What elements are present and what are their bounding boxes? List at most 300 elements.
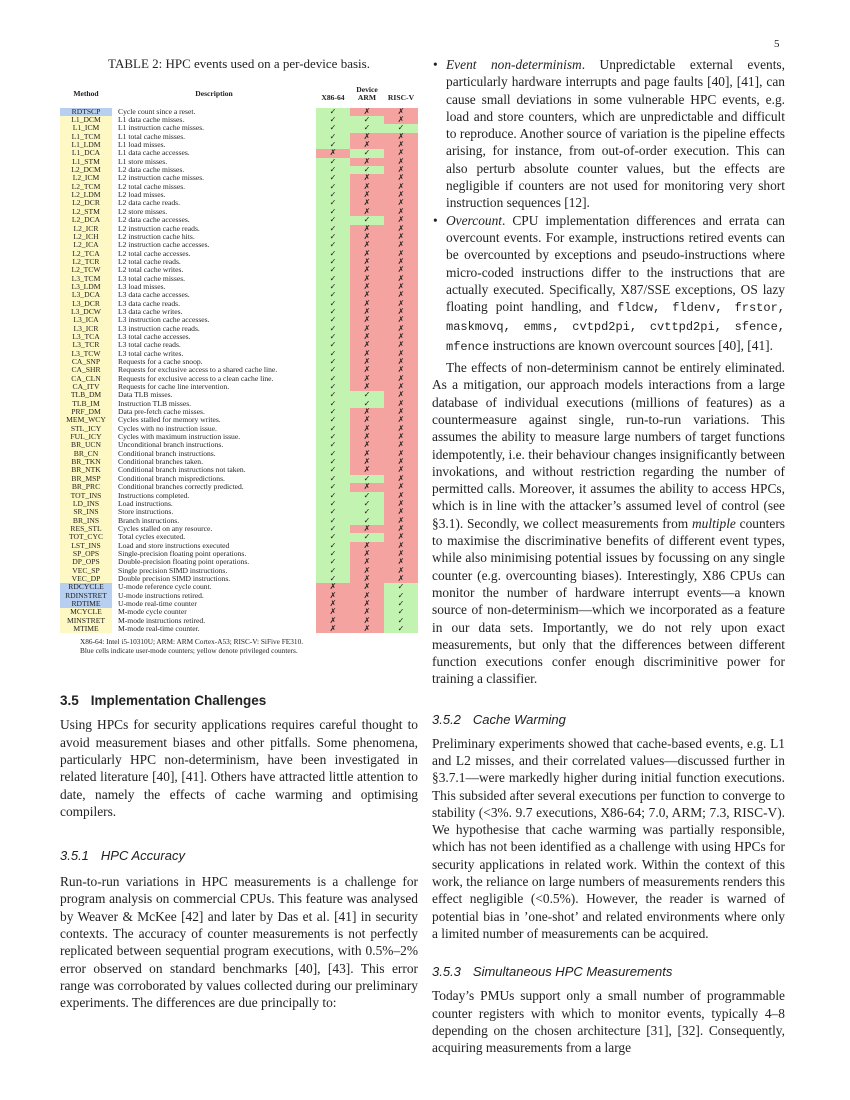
method-cell: MEM_WCY <box>60 416 112 424</box>
method-cell: SR_INS <box>60 508 112 516</box>
subsection-number: 3.5.1 <box>60 848 89 864</box>
header-method: Method <box>73 89 99 99</box>
support-x86-cell: ✓ <box>316 358 350 366</box>
support-x86-cell: ✓ <box>316 517 350 525</box>
support-x86-cell: ✓ <box>316 425 350 433</box>
support-riscv-cell: ✗ <box>384 458 418 466</box>
support-x86-cell: ✓ <box>316 550 350 558</box>
support-x86-cell: ✓ <box>316 433 350 441</box>
support-arm-cell: ✗ <box>350 300 384 308</box>
description-cell: L2 instruction cache reads. <box>118 223 200 233</box>
description-cell: Cycles with maximum instruction issue. <box>118 432 241 442</box>
support-arm-cell: ✗ <box>350 333 384 341</box>
method-cell: L3_DCR <box>60 300 112 308</box>
support-arm-cell: ✗ <box>350 416 384 424</box>
support-x86-cell: ✓ <box>316 391 350 399</box>
description-cell: L3 instruction cache accesses. <box>118 315 210 325</box>
support-x86-cell: ✓ <box>316 241 350 249</box>
support-arm-cell: ✗ <box>350 283 384 291</box>
support-x86-cell: ✓ <box>316 183 350 191</box>
support-x86-cell: ✗ <box>316 617 350 625</box>
support-riscv-cell: ✗ <box>384 149 418 157</box>
description-cell: Conditional branches taken. <box>118 457 203 467</box>
description-cell: L2 instruction cache hits. <box>118 231 195 241</box>
description-cell: L3 data cache writes. <box>118 306 183 316</box>
support-riscv-cell: ✗ <box>384 416 418 424</box>
description-cell: L2 total cache writes. <box>118 265 184 275</box>
support-x86-cell: ✓ <box>316 158 350 166</box>
support-riscv-cell: ✗ <box>384 116 418 124</box>
method-cell: BR_UCN <box>60 441 112 449</box>
support-riscv-cell: ✗ <box>384 558 418 566</box>
support-arm-cell: ✗ <box>350 108 384 116</box>
support-arm-cell: ✗ <box>350 600 384 608</box>
method-cell: L3_TCW <box>60 350 112 358</box>
description-cell: L3 instruction cache reads. <box>118 323 200 333</box>
support-arm-cell: ✗ <box>350 592 384 600</box>
support-x86-cell: ✓ <box>316 266 350 274</box>
method-cell: SP_OPS <box>60 550 112 558</box>
table-caption: TABLE 2: HPC events used on a per-device basis. <box>108 56 370 71</box>
support-x86-cell: ✓ <box>316 108 350 116</box>
support-riscv-cell: ✗ <box>384 425 418 433</box>
support-arm-cell: ✓ <box>350 400 384 408</box>
support-riscv-cell: ✗ <box>384 466 418 474</box>
support-arm-cell: ✓ <box>350 216 384 224</box>
support-x86-cell: ✓ <box>316 400 350 408</box>
support-riscv-cell: ✗ <box>384 275 418 283</box>
support-riscv-cell: ✗ <box>384 358 418 366</box>
support-arm-cell: ✗ <box>350 316 384 324</box>
support-arm-cell: ✗ <box>350 341 384 349</box>
support-arm-cell: ✗ <box>350 625 384 633</box>
support-riscv-cell: ✗ <box>384 433 418 441</box>
support-arm-cell: ✓ <box>350 391 384 399</box>
support-riscv-cell: ✗ <box>384 525 418 533</box>
support-arm-cell: ✓ <box>350 508 384 516</box>
support-x86-cell: ✓ <box>316 291 350 299</box>
support-arm-cell: ✗ <box>350 450 384 458</box>
method-cell: RDINSTRET <box>60 592 112 600</box>
header-description: Description <box>195 89 233 99</box>
support-riscv-cell: ✓ <box>384 583 418 591</box>
bullet-text: . CPU implementation differences and errata can overcount events. For example, instructions retired events can be overcounted by exceptions and pseudo-instructions where micro-coded instructions differ to the instructions that are actually executed. Specifically, X87/SSE exceptions, OS lazy floating point handling, and <box>446 212 785 315</box>
description-cell: L3 data cache accesses. <box>118 290 190 300</box>
support-arm-cell: ✗ <box>350 174 384 182</box>
support-arm-cell: ✗ <box>350 617 384 625</box>
hpc-events-table <box>60 84 418 633</box>
support-x86-cell: ✓ <box>316 166 350 174</box>
method-cell: BR_CN <box>60 450 112 458</box>
bullet-list <box>432 56 785 356</box>
method-cell: TOT_INS <box>60 492 112 500</box>
header-arm: ARM <box>357 93 377 103</box>
table-footnote-colors: Blue cells indicate user-mode counters; yellow denote privileged counters. <box>80 646 298 656</box>
support-x86-cell: ✗ <box>316 625 350 633</box>
support-riscv-cell: ✗ <box>384 216 418 224</box>
support-riscv-cell: ✗ <box>384 141 418 149</box>
method-cell: TOT_CYC <box>60 533 112 541</box>
support-arm-cell: ✗ <box>350 241 384 249</box>
description-cell: L3 total cache reads. <box>118 340 181 350</box>
support-x86-cell: ✓ <box>316 316 350 324</box>
bullet-text: instructions are known overcount sources [40], [41]. <box>489 337 773 353</box>
method-cell: BR_NTK <box>60 466 112 474</box>
support-arm-cell: ✗ <box>350 483 384 491</box>
support-riscv-cell: ✗ <box>384 191 418 199</box>
method-cell: L2_DCM <box>60 166 112 174</box>
paragraph: Today’s PMUs support only a small number of programmable counter registers with which to monitor events, typically 4–8 depending on the chosen architecture [31], [32]. Consequently, acquiring measurements from a large <box>432 988 785 1056</box>
support-x86-cell: ✓ <box>316 258 350 266</box>
support-arm-cell: ✓ <box>350 500 384 508</box>
left-column <box>60 56 418 1012</box>
description-cell: L2 data cache misses. <box>118 165 185 175</box>
support-x86-cell: ✓ <box>316 174 350 182</box>
description-cell: Unconditional branch instructions. <box>118 440 224 450</box>
support-arm-cell: ✗ <box>350 308 384 316</box>
support-x86-cell: ✓ <box>316 366 350 374</box>
description-cell: Cycles stalled for memory writes. <box>118 415 221 425</box>
support-x86-cell: ✓ <box>316 416 350 424</box>
method-cell: MCYCLE <box>60 608 112 616</box>
support-x86-cell: ✓ <box>316 475 350 483</box>
description-cell: L2 total cache accesses. <box>118 248 191 258</box>
support-riscv-cell: ✓ <box>384 600 418 608</box>
support-x86-cell: ✓ <box>316 225 350 233</box>
support-riscv-cell: ✗ <box>384 567 418 575</box>
description-cell: Branch instructions. <box>118 515 180 525</box>
method-cell: L1_DCM <box>60 116 112 124</box>
support-riscv-cell: ✗ <box>384 291 418 299</box>
support-riscv-cell: ✗ <box>384 233 418 241</box>
support-x86-cell: ✓ <box>316 508 350 516</box>
support-x86-cell: ✓ <box>316 375 350 383</box>
support-riscv-cell: ✗ <box>384 366 418 374</box>
support-x86-cell: ✓ <box>316 325 350 333</box>
support-riscv-cell: ✓ <box>384 625 418 633</box>
support-arm-cell: ✗ <box>350 158 384 166</box>
support-riscv-cell: ✗ <box>384 250 418 258</box>
support-riscv-cell: ✗ <box>384 508 418 516</box>
support-arm-cell: ✗ <box>350 466 384 474</box>
support-x86-cell: ✓ <box>316 567 350 575</box>
method-cell: L1_STM <box>60 158 112 166</box>
support-x86-cell: ✓ <box>316 542 350 550</box>
support-x86-cell: ✗ <box>316 149 350 157</box>
section-title: Implementation Challenges <box>90 693 267 709</box>
method-cell: L2_ICA <box>60 241 112 249</box>
support-x86-cell: ✓ <box>316 408 350 416</box>
support-riscv-cell: ✗ <box>384 300 418 308</box>
support-arm-cell: ✗ <box>350 366 384 374</box>
support-x86-cell: ✓ <box>316 575 350 583</box>
header-riscv: RISC-V <box>387 93 415 103</box>
description-cell: Cycles with no instruction issue. <box>118 423 217 433</box>
support-riscv-cell: ✗ <box>384 350 418 358</box>
description-cell: M-mode real-time counter. <box>118 624 200 633</box>
support-arm-cell: ✗ <box>350 383 384 391</box>
support-arm-cell: ✗ <box>350 250 384 258</box>
support-riscv-cell: ✗ <box>384 450 418 458</box>
support-arm-cell: ✗ <box>350 225 384 233</box>
support-riscv-cell: ✗ <box>384 166 418 174</box>
support-arm-cell: ✗ <box>350 375 384 383</box>
header-device: Device <box>356 85 378 94</box>
method-cell: L1_DCA <box>60 149 112 157</box>
description-cell: Requests for a cache snoop. <box>118 357 203 366</box>
support-riscv-cell: ✗ <box>384 400 418 408</box>
description-cell: Requests for cache line intervention. <box>118 382 230 392</box>
section-heading-3-5 <box>60 693 418 708</box>
support-riscv-cell: ✗ <box>384 316 418 324</box>
support-riscv-cell: ✗ <box>384 492 418 500</box>
table-footnote-devices: X86-64: Intel i5-10310U; ARM: ARM Cortex-A53; RISC-V: SiFive FE310. <box>80 637 304 647</box>
support-riscv-cell: ✓ <box>384 592 418 600</box>
support-x86-cell: ✓ <box>316 250 350 258</box>
method-cell: CA_CLN <box>60 375 112 383</box>
description-cell: Total cycles executed. <box>118 532 186 542</box>
description-cell: L2 data cache reads. <box>118 198 180 208</box>
table-row <box>60 625 418 633</box>
method-cell: FUL_ICY <box>60 433 112 441</box>
support-arm-cell: ✗ <box>350 208 384 216</box>
support-x86-cell: ✗ <box>316 600 350 608</box>
description-cell: M-mode instructions retired. <box>118 615 206 625</box>
method-cell: L3_LDM <box>60 283 112 291</box>
method-cell: L2_TCW <box>60 266 112 274</box>
support-riscv-cell: ✗ <box>384 208 418 216</box>
description-cell: Store instructions. <box>118 507 174 517</box>
method-cell: TLB_DM <box>60 391 112 399</box>
support-x86-cell: ✓ <box>316 525 350 533</box>
support-x86-cell: ✓ <box>316 308 350 316</box>
support-arm-cell: ✗ <box>350 258 384 266</box>
support-x86-cell: ✓ <box>316 233 350 241</box>
support-riscv-cell: ✗ <box>384 133 418 141</box>
support-x86-cell: ✓ <box>316 441 350 449</box>
support-riscv-cell: ✗ <box>384 325 418 333</box>
bullet-title: Event non-determinism <box>446 57 582 72</box>
support-x86-cell: ✗ <box>316 608 350 616</box>
method-cell: RDTIME <box>60 600 112 608</box>
description-cell: L2 instruction cache misses. <box>118 173 205 183</box>
support-riscv-cell: ✗ <box>384 383 418 391</box>
description-cell: Data pre-fetch cache misses. <box>118 407 205 417</box>
support-arm-cell: ✓ <box>350 124 384 132</box>
description-cell: Requests for exclusive access to a clean cache line. <box>118 373 274 383</box>
support-riscv-cell: ✗ <box>384 283 418 291</box>
support-riscv-cell: ✗ <box>384 333 418 341</box>
support-riscv-cell: ✗ <box>384 375 418 383</box>
support-x86-cell: ✓ <box>316 483 350 491</box>
support-riscv-cell: ✗ <box>384 266 418 274</box>
description-cell: Instruction TLB misses. <box>118 398 192 408</box>
list-item <box>432 212 785 356</box>
support-arm-cell: ✗ <box>350 199 384 207</box>
method-cell: STL_ICY <box>60 425 112 433</box>
support-riscv-cell: ✓ <box>384 124 418 132</box>
method-cell: L2_ICM <box>60 174 112 182</box>
support-riscv-cell: ✗ <box>384 575 418 583</box>
support-arm-cell: ✓ <box>350 517 384 525</box>
support-riscv-cell: ✗ <box>384 258 418 266</box>
support-arm-cell: ✓ <box>350 533 384 541</box>
method-cell: L2_ICH <box>60 233 112 241</box>
method-cell: TLB_IM <box>60 400 112 408</box>
bullet-text: . Unpredictable external events, particularly hardware interrupts and page faults [40], [41], can cause small deviations in some vulnerable HPC events, e.g. load and store counters, which are unpredictable and difficult to reproduce. Another source of variation is the pipeline effects arising, for instance, from out-of-order execution. This can also perturb absolute counter values, but the effects are negligible if counters are not used for monitoring very short instruction sequences [12]. <box>446 57 785 211</box>
method-cell: RDTSCP <box>60 108 112 116</box>
method-cell: L2_LDM <box>60 191 112 199</box>
subsection-title: Simultaneous HPC Measurements <box>472 964 673 980</box>
description-cell: L3 data cache reads. <box>118 298 180 308</box>
description-cell: Instructions completed. <box>118 490 190 500</box>
method-cell: L1_ICM <box>60 124 112 132</box>
support-arm-cell: ✗ <box>350 433 384 441</box>
support-x86-cell: ✓ <box>316 300 350 308</box>
method-cell: BR_TKN <box>60 458 112 466</box>
header-x86: X86-64 <box>321 93 345 103</box>
method-cell: CA_ITV <box>60 383 112 391</box>
method-cell: L3_TCA <box>60 333 112 341</box>
support-riscv-cell: ✗ <box>384 341 418 349</box>
support-x86-cell: ✗ <box>316 592 350 600</box>
support-x86-cell: ✓ <box>316 124 350 132</box>
support-arm-cell: ✗ <box>350 275 384 283</box>
support-riscv-cell: ✗ <box>384 241 418 249</box>
description-cell: U-mode instructions retired. <box>118 590 204 600</box>
description-cell: L1 data cache accesses. <box>118 148 190 158</box>
support-x86-cell: ✓ <box>316 208 350 216</box>
description-cell: Requests for exclusive access to a shared cache line. <box>118 365 278 375</box>
support-arm-cell: ✓ <box>350 475 384 483</box>
support-arm-cell: ✗ <box>350 191 384 199</box>
support-arm-cell: ✗ <box>350 358 384 366</box>
method-cell: LST_INS <box>60 542 112 550</box>
support-riscv-cell: ✗ <box>384 183 418 191</box>
support-riscv-cell: ✗ <box>384 517 418 525</box>
support-riscv-cell: ✗ <box>384 108 418 116</box>
description-cell: Cycles stalled on any resource. <box>118 523 213 533</box>
support-riscv-cell: ✓ <box>384 617 418 625</box>
method-cell: VEC_SP <box>60 567 112 575</box>
description-cell: L1 data cache misses. <box>118 115 185 125</box>
method-cell: L2_DCA <box>60 216 112 224</box>
support-x86-cell: ✓ <box>316 275 350 283</box>
method-cell: L2_STM <box>60 208 112 216</box>
method-cell: L2_TCA <box>60 250 112 258</box>
support-x86-cell: ✓ <box>316 283 350 291</box>
method-cell: BR_PRC <box>60 483 112 491</box>
support-riscv-cell: ✗ <box>384 225 418 233</box>
description-cell: L1 instruction cache misses. <box>118 123 205 133</box>
description-cell: U-mode real-time counter <box>118 598 197 608</box>
support-arm-cell: ✓ <box>350 492 384 500</box>
description-cell: L1 total cache misses. <box>118 131 186 141</box>
support-x86-cell: ✓ <box>316 492 350 500</box>
description-cell: Load instructions. <box>118 498 173 508</box>
description-cell: Conditional branch mispredictions. <box>118 473 225 483</box>
description-cell: Single precision SIMD instructions. <box>118 565 228 575</box>
support-riscv-cell: ✗ <box>384 542 418 550</box>
support-x86-cell: ✓ <box>316 466 350 474</box>
description-cell: L2 store misses. <box>118 206 168 216</box>
method-cell: L3_TCR <box>60 341 112 349</box>
support-x86-cell: ✓ <box>316 350 350 358</box>
paragraph: Run-to-run variations in HPC measurements is a challenge for program analysis on commercial CPUs. This feature was analysed by Weaver & McKee [42] and later by Das et al. [41] in security contexts. The accuracy of counter measurements is not perfectly replicated between sequential program executions, with 0.5%–2% error observed on standard benchmarks [40], [43]. This error range was corroborated by values collected during our preliminary experiments. The differences are due principally to: <box>60 874 418 1011</box>
method-cell: CA_SHR <box>60 366 112 374</box>
description-cell: Double-precision floating point operations. <box>118 557 250 567</box>
support-arm-cell: ✗ <box>350 425 384 433</box>
description-cell: L2 total cache reads. <box>118 256 181 266</box>
support-x86-cell: ✓ <box>316 383 350 391</box>
support-x86-cell: ✓ <box>316 133 350 141</box>
description-cell: L2 load misses. <box>118 190 166 200</box>
method-cell: CA_SNP <box>60 358 112 366</box>
description-cell: Load and store instructions executed <box>118 540 230 550</box>
method-cell: LD_INS <box>60 500 112 508</box>
support-x86-cell: ✓ <box>316 558 350 566</box>
subsection-heading-3-5-2 <box>432 712 785 727</box>
subsection-number: 3.5.2 <box>432 711 461 727</box>
method-cell: L3_ICR <box>60 325 112 333</box>
method-cell: PRF_DM <box>60 408 112 416</box>
support-arm-cell: ✗ <box>350 567 384 575</box>
support-riscv-cell: ✗ <box>384 500 418 508</box>
method-cell: L3_ICA <box>60 316 112 324</box>
subsection-title: Cache Warming <box>472 711 566 727</box>
description-cell: Conditional branch instructions. <box>118 448 216 458</box>
description-cell: Cycle count since a reset. <box>118 106 196 116</box>
method-cell: L3_DCA <box>60 291 112 299</box>
description-cell: L3 total cache writes. <box>118 348 184 358</box>
description-cell: L1 load misses. <box>118 140 166 150</box>
support-arm-cell: ✗ <box>350 525 384 533</box>
support-riscv-cell: ✗ <box>384 174 418 182</box>
method-cell: DP_OPS <box>60 558 112 566</box>
description-cell: Double precision SIMD instructions. <box>118 573 231 583</box>
support-x86-cell: ✓ <box>316 500 350 508</box>
method-cell: L1_LDM <box>60 141 112 149</box>
paragraph: The effects of non-determinism cannot be entirely eliminated. As a mitigation, our approach models interactions from a large database of individual executions (millions of features) as a countermeasure against single, run-to-run variations. This assumes the ability to measure large numbers of target functions idempotently, i.e. their behaviour changes insignificantly between invokations, and without restriction regarding the number of permitted calls. Moreover, it assumes the ability to access HPCs, which is in line with the attacker’s assumed level of control (see §3.1). Secondly, we collect measurements from multiple counters to maximise the discriminative benefits of different event types, while also minimising potential issues by focussing on any single counter (e.g. overcounting biases). Interestingly, X86 CPUs can monitor the number of hardware interrupt events—a known source of non-determinism—which we incorporated as a feature in our data sets. Importantly, we do not rely upon exact measurements, but only that the differences between different function executions confer enough discriminitive power for training a classifier. <box>432 360 785 687</box>
description-cell: Conditional branches correctly predicted. <box>118 482 244 492</box>
description-cell: L2 total cache misses. <box>118 181 186 191</box>
description-cell: M-mode cycle counter <box>118 607 187 617</box>
support-riscv-cell: ✗ <box>384 550 418 558</box>
support-x86-cell: ✓ <box>316 216 350 224</box>
support-x86-cell: ✓ <box>316 199 350 207</box>
support-arm-cell: ✓ <box>350 116 384 124</box>
support-arm-cell: ✓ <box>350 166 384 174</box>
paragraph: Preliminary experiments showed that cache-based events, e.g. L1 and L2 misses, and their correlated values—discussed further in §3.7.1—were markedly higher during initial function executions. This subsided after several executions per function to converge to stability (<3%. 9.7 executions, X86-64; 7.0, ARM; 7.3, RISC-V). We hypothesise that cache warming was partially responsible, which has not been identified as a challenge with using HPCs for security applications in related work. Within the context of this work, the reliance on large numbers of measurements renders this effect negligible (<0.5%). However, the reader is warned of potential bias in ’one-shot’ and related environments where only a limited number of measurements can be acquired. <box>432 735 785 941</box>
subsection-title: HPC Accuracy <box>100 848 185 864</box>
support-arm-cell: ✗ <box>350 350 384 358</box>
support-arm-cell: ✗ <box>350 441 384 449</box>
support-arm-cell: ✓ <box>350 149 384 157</box>
support-x86-cell: ✓ <box>316 333 350 341</box>
support-x86-cell: ✓ <box>316 533 350 541</box>
support-arm-cell: ✗ <box>350 542 384 550</box>
support-riscv-cell: ✗ <box>384 441 418 449</box>
method-cell: VEC_DP <box>60 575 112 583</box>
description-cell: L3 total cache accesses. <box>118 331 191 341</box>
right-column <box>432 56 785 1056</box>
support-arm-cell: ✗ <box>350 583 384 591</box>
description-cell: Conditional branch instructions not taken. <box>118 465 246 475</box>
instruction-list: fldcw, fldenv, frstor, maskmovq, emms, cvtpd2pi, cvttpd2pi, sfence, mfence <box>446 301 785 354</box>
support-arm-cell: ✗ <box>350 575 384 583</box>
support-arm-cell: ✗ <box>350 183 384 191</box>
support-riscv-cell: ✗ <box>384 308 418 316</box>
